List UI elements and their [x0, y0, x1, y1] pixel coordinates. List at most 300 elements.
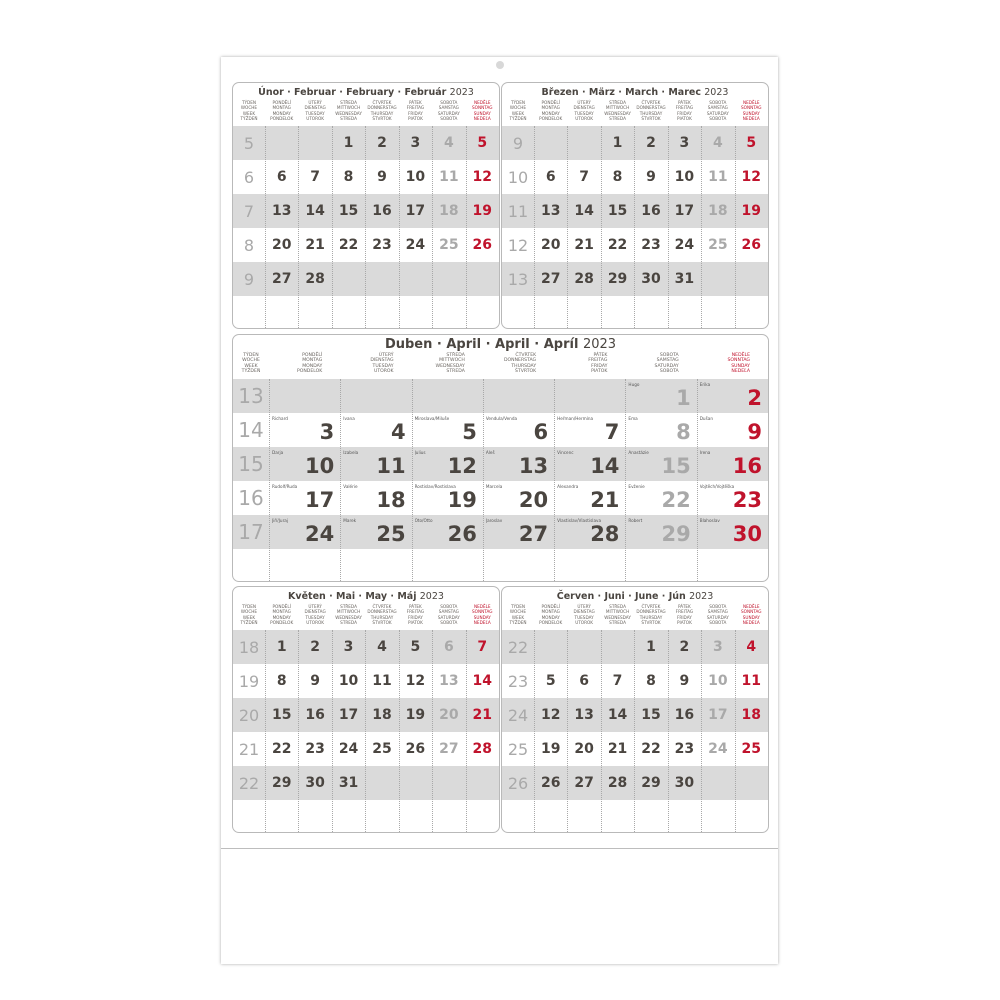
- day-header-line: STŘEDA: [446, 353, 465, 358]
- day-cell[interactable]: 8: [676, 420, 691, 444]
- day-cell[interactable]: 12: [741, 169, 762, 185]
- day-cell[interactable]: 14: [607, 707, 628, 723]
- day-cell[interactable]: [735, 262, 768, 296]
- day-cell[interactable]: 19: [447, 488, 477, 512]
- week-number: 12: [507, 235, 529, 255]
- day-header-line: MITTWOCH: [605, 609, 630, 615]
- day-header-line: TÝŽDEŇ: [241, 369, 261, 375]
- day-header: [668, 100, 701, 126]
- day-header-line: MONDAY: [541, 614, 560, 620]
- day-header-line: FREITAG: [588, 358, 608, 364]
- day-cell[interactable]: 24: [708, 741, 728, 757]
- day-header-line: TÝDEN: [241, 604, 257, 609]
- day-cell[interactable]: 16: [305, 707, 325, 723]
- day-cell[interactable]: 24: [338, 741, 359, 757]
- day-cell[interactable]: 27: [439, 741, 459, 757]
- day-header-line: SONNTAG: [741, 105, 762, 111]
- day-cell[interactable]: 20: [518, 488, 549, 512]
- day-cell[interactable]: 18: [376, 488, 406, 512]
- day-cell[interactable]: 2: [646, 135, 656, 151]
- day-header: [233, 353, 269, 379]
- day-cell[interactable]: 21: [574, 237, 594, 253]
- day-header-line: WEEK: [511, 614, 525, 620]
- day-cell[interactable]: 6: [545, 169, 556, 185]
- day-cell[interactable]: [412, 379, 483, 413]
- day-cell[interactable]: 16: [372, 203, 392, 219]
- day-cell[interactable]: 2: [377, 135, 387, 151]
- day-cell[interactable]: 15: [271, 707, 292, 723]
- day-cell[interactable]: 17: [708, 707, 728, 723]
- day-header-line: DONNERSTAG: [367, 105, 397, 111]
- day-cell[interactable]: 29: [641, 775, 661, 791]
- day-cell[interactable]: 14: [590, 454, 620, 478]
- day-cell[interactable]: 17: [338, 707, 359, 723]
- day-header-line: PONDELOK: [270, 620, 294, 626]
- day-cell[interactable]: 27: [540, 271, 561, 287]
- day-cell[interactable]: 12: [405, 673, 426, 689]
- day-header-line: ČTVRTEK: [641, 604, 661, 609]
- day-cell[interactable]: 22: [661, 488, 691, 512]
- week-number: 21: [238, 739, 260, 759]
- day-cell[interactable]: 23: [372, 237, 392, 253]
- month-title: [233, 591, 499, 602]
- day-cell[interactable]: 25: [708, 237, 728, 253]
- day-cell[interactable]: 26: [741, 237, 762, 253]
- day-header: [483, 353, 554, 379]
- day-header-line: PONDELOK: [539, 620, 563, 626]
- day-cell[interactable]: 11: [708, 169, 728, 185]
- day-cell[interactable]: 9: [310, 673, 320, 689]
- day-cell[interactable]: 5: [746, 135, 757, 151]
- day-cell[interactable]: 13: [540, 203, 561, 219]
- day-header-line: PONDĚLÍ: [302, 353, 323, 358]
- day-cell[interactable]: 19: [540, 741, 561, 757]
- nameday-label: Irena: [699, 450, 711, 455]
- day-cell[interactable]: 14: [472, 673, 493, 689]
- day-cell[interactable]: 4: [443, 135, 454, 151]
- week-row: [233, 549, 768, 582]
- day-cell[interactable]: 20: [540, 237, 561, 253]
- day-header-line: STREDA: [609, 116, 626, 122]
- day-header: [668, 604, 701, 630]
- day-cell[interactable]: 15: [661, 454, 691, 478]
- day-cell[interactable]: 23: [732, 488, 762, 512]
- nameday-label: Alexandra: [557, 484, 579, 489]
- day-cell[interactable]: 6: [579, 673, 589, 689]
- day-cell[interactable]: [432, 262, 465, 296]
- day-cell[interactable]: 17: [305, 488, 335, 512]
- day-cell[interactable]: 28: [590, 522, 620, 546]
- day-header-line: NEDEĽA: [742, 116, 760, 122]
- day-header-line: FREITAG: [406, 609, 425, 615]
- day-header-line: TUESDAY: [574, 110, 594, 116]
- day-cell[interactable]: 8: [612, 169, 623, 185]
- nameday-label: Richard: [272, 416, 288, 421]
- day-header: [466, 604, 499, 630]
- nameday-label: Dušan: [699, 416, 713, 421]
- day-cell[interactable]: [567, 126, 600, 160]
- day-header-line: SATURDAY: [706, 110, 729, 116]
- day-header-line: PÁTEK: [409, 100, 422, 105]
- day-cell[interactable]: [269, 379, 340, 413]
- day-cell[interactable]: [265, 126, 298, 160]
- day-cell[interactable]: 9: [646, 169, 656, 185]
- day-cell[interactable]: 5: [545, 673, 556, 689]
- day-cell[interactable]: 29: [607, 271, 628, 287]
- day-header-line: SUNDAY: [473, 110, 491, 116]
- day-cell[interactable]: [399, 766, 432, 800]
- day-cell[interactable]: 22: [271, 741, 292, 757]
- day-cell[interactable]: 20: [439, 707, 459, 723]
- day-cell[interactable]: 9: [377, 169, 387, 185]
- month-title: [502, 591, 768, 602]
- day-header: [534, 100, 567, 126]
- day-cell[interactable]: 29: [661, 522, 691, 546]
- day-cell[interactable]: 14: [574, 203, 594, 219]
- day-cell[interactable]: 17: [405, 203, 426, 219]
- day-cell[interactable]: 4: [377, 639, 387, 655]
- nameday-label: Valérie: [343, 484, 358, 489]
- day-header-line: SOBOTA: [440, 620, 458, 626]
- day-header-line: SAMSTAG: [438, 609, 459, 615]
- day-cell[interactable]: 24: [674, 237, 695, 253]
- day-header: [365, 604, 398, 630]
- day-cell[interactable]: 18: [439, 203, 459, 219]
- day-cell[interactable]: 12: [447, 454, 477, 478]
- week-number: 19: [238, 671, 260, 691]
- day-cell[interactable]: 26: [472, 237, 493, 253]
- day-cell[interactable]: 10: [674, 169, 695, 185]
- day-cell[interactable]: 12: [472, 169, 493, 185]
- day-header: [567, 604, 600, 630]
- day-header-line: SOBOTA: [440, 100, 458, 105]
- nameday-label: Blahoslav: [699, 518, 720, 523]
- day-header-line: SOBOTA: [709, 116, 727, 122]
- day-cell[interactable]: 13: [439, 673, 459, 689]
- day-cell[interactable]: 25: [741, 741, 762, 757]
- week-number: 16: [238, 486, 264, 510]
- day-cell[interactable]: 28: [607, 775, 628, 791]
- day-header: [399, 100, 432, 126]
- week-number: 17: [238, 520, 264, 544]
- day-header-line: FRIDAY: [677, 110, 692, 116]
- day-header-line: STŘEDA: [609, 604, 626, 609]
- day-cell[interactable]: 5: [410, 639, 421, 655]
- day-header-line: TÝŽDEŇ: [240, 116, 258, 122]
- day-header: [399, 604, 432, 630]
- day-cell[interactable]: 26: [405, 741, 426, 757]
- day-header-line: THURSDAY: [639, 110, 663, 116]
- day-header-line: PONDĚLÍ: [541, 604, 560, 609]
- day-header-line: WEDNESDAY: [335, 110, 362, 116]
- day-cell[interactable]: 15: [607, 203, 628, 219]
- day-header-line: WEDNESDAY: [335, 614, 362, 620]
- nameday-label: Aleš: [485, 450, 495, 455]
- day-cell[interactable]: 28: [574, 271, 594, 287]
- day-cell[interactable]: 25: [372, 741, 392, 757]
- day-header-line: WEEK: [511, 110, 525, 116]
- day-cell[interactable]: 13: [518, 454, 549, 478]
- day-cell[interactable]: 17: [674, 203, 695, 219]
- day-cell[interactable]: 11: [439, 169, 459, 185]
- day-cell[interactable]: [332, 262, 365, 296]
- day-header-line: PIATOK: [407, 620, 423, 626]
- day-cell[interactable]: 1: [612, 135, 623, 151]
- day-cell[interactable]: 21: [472, 707, 493, 723]
- day-cell[interactable]: 10: [305, 454, 335, 478]
- day-header-line: SOBOTA: [440, 604, 458, 609]
- day-cell[interactable]: 23: [305, 741, 325, 757]
- day-cell[interactable]: 20: [271, 237, 292, 253]
- day-cell[interactable]: 10: [405, 169, 426, 185]
- day-cell[interactable]: 12: [540, 707, 561, 723]
- day-cell[interactable]: 2: [747, 386, 762, 410]
- day-cell[interactable]: [554, 379, 625, 413]
- day-cell[interactable]: 9: [679, 673, 690, 689]
- day-cell[interactable]: 28: [305, 271, 325, 287]
- day-cell[interactable]: 16: [674, 707, 695, 723]
- day-header-line: SATURDAY: [654, 363, 679, 369]
- day-header-line: WOCHE: [240, 105, 258, 111]
- day-header-line: PONDELOK: [539, 116, 563, 122]
- day-header: [625, 353, 696, 379]
- day-header-line: ŠTVRTOK: [372, 620, 392, 626]
- day-cell[interactable]: 7: [612, 673, 623, 689]
- day-cell[interactable]: 19: [472, 203, 493, 219]
- day-cell[interactable]: 16: [641, 203, 661, 219]
- day-header: [554, 353, 625, 379]
- day-cell[interactable]: 18: [372, 707, 392, 723]
- day-cell[interactable]: 29: [271, 775, 292, 791]
- day-header-line: SUNDAY: [742, 110, 760, 116]
- day-header: [567, 100, 600, 126]
- day-cell[interactable]: 18: [708, 203, 728, 219]
- day-header-line: WEEK: [244, 363, 258, 369]
- day-cell[interactable]: 10: [338, 673, 359, 689]
- day-header-line: ČTVRTEK: [372, 100, 392, 105]
- day-cell[interactable]: 4: [746, 639, 757, 655]
- day-cell[interactable]: 6: [276, 169, 287, 185]
- nameday-label: Vojtěch/Vojtěška: [699, 484, 735, 489]
- day-header-line: SAMSTAG: [707, 609, 728, 615]
- day-header-line: ČTVRTEK: [641, 100, 661, 105]
- day-header-line: ÚTERÝ: [308, 604, 322, 609]
- day-cell[interactable]: 31: [338, 775, 359, 791]
- day-cell[interactable]: 19: [741, 203, 762, 219]
- day-cell[interactable]: 5: [462, 420, 477, 444]
- day-header-line: UTOROK: [306, 116, 325, 122]
- day-header-line: PIATOK: [407, 116, 423, 122]
- day-header-line: ÚTERÝ: [577, 604, 591, 609]
- day-header-line: TÝDEN: [243, 353, 259, 358]
- month-year: 2023: [582, 337, 617, 352]
- day-header-line: ČTVRTEK: [515, 353, 537, 358]
- day-cell[interactable]: 21: [590, 488, 620, 512]
- day-cell[interactable]: 26: [447, 522, 477, 546]
- day-cell[interactable]: 18: [741, 707, 762, 723]
- day-cell[interactable]: 3: [712, 639, 723, 655]
- day-cell[interactable]: 25: [439, 237, 459, 253]
- day-header-line: DIENSTAG: [304, 609, 326, 615]
- month-year: 2023: [689, 591, 714, 602]
- day-cell[interactable]: [701, 766, 734, 800]
- day-cell[interactable]: 21: [305, 237, 325, 253]
- week-number: 10: [507, 167, 529, 187]
- day-header: [298, 100, 331, 126]
- day-cell[interactable]: 6: [443, 639, 454, 655]
- day-cell[interactable]: 27: [518, 522, 549, 546]
- day-header-line: THURSDAY: [370, 110, 394, 116]
- day-cell[interactable]: 5: [477, 135, 488, 151]
- day-cell[interactable]: 4: [712, 135, 723, 151]
- day-cell[interactable]: [466, 262, 499, 296]
- week-number: 5: [243, 133, 255, 153]
- week-number: 24: [507, 705, 529, 725]
- day-cell[interactable]: 7: [477, 639, 488, 655]
- day-cell[interactable]: [466, 766, 499, 800]
- day-cell[interactable]: 10: [708, 673, 728, 689]
- day-cell[interactable]: 3: [679, 135, 690, 151]
- day-header-line: WEDNESDAY: [604, 614, 631, 620]
- day-header-line: TÝDEN: [510, 604, 526, 609]
- day-cell[interactable]: 11: [376, 454, 406, 478]
- day-cell[interactable]: 7: [604, 420, 620, 444]
- day-header-line: NEDEĽA: [731, 369, 750, 375]
- day-header-line: MONDAY: [272, 110, 291, 116]
- month-name: Duben · April · April · Apríl: [384, 337, 579, 352]
- day-cell[interactable]: 11: [741, 673, 762, 689]
- day-cell[interactable]: 19: [405, 707, 426, 723]
- day-cell[interactable]: 1: [276, 639, 287, 655]
- day-cell[interactable]: [399, 262, 432, 296]
- day-cell[interactable]: 31: [674, 271, 695, 287]
- day-header: [502, 100, 534, 126]
- day-header-line: SOBOTA: [709, 100, 727, 105]
- day-header-line: DIENSTAG: [573, 105, 595, 111]
- day-cell[interactable]: 8: [646, 673, 656, 689]
- day-cell[interactable]: 7: [579, 169, 589, 185]
- day-cell[interactable]: 1: [646, 639, 656, 655]
- day-cell[interactable]: 30: [674, 775, 695, 791]
- day-cell[interactable]: 8: [276, 673, 287, 689]
- day-header: [601, 604, 634, 630]
- day-header: [601, 100, 634, 126]
- day-cell[interactable]: 13: [271, 203, 292, 219]
- day-header: [269, 353, 340, 379]
- week-number: 9: [512, 133, 524, 153]
- week-number: 8: [243, 235, 255, 255]
- month-year: 2023: [449, 87, 474, 98]
- day-cell[interactable]: 22: [641, 741, 661, 757]
- day-cell[interactable]: 1: [676, 386, 691, 410]
- day-cell[interactable]: 2: [310, 639, 320, 655]
- day-cell[interactable]: [340, 379, 411, 413]
- day-cell[interactable]: 3: [319, 420, 335, 444]
- day-cell[interactable]: 27: [574, 775, 594, 791]
- day-cell[interactable]: 13: [574, 707, 594, 723]
- day-cell[interactable]: 3: [343, 639, 354, 655]
- day-cell[interactable]: 4: [390, 420, 406, 444]
- day-cell[interactable]: 30: [641, 271, 661, 287]
- day-cell[interactable]: [701, 262, 734, 296]
- day-header-line: DIENSTAG: [573, 609, 595, 615]
- day-cell[interactable]: 21: [607, 741, 628, 757]
- day-header-line: WEEK: [242, 110, 256, 116]
- day-cell[interactable]: 27: [271, 271, 292, 287]
- day-cell[interactable]: 3: [410, 135, 421, 151]
- day-cell[interactable]: 25: [376, 522, 406, 546]
- day-header-line: MITTWOCH: [605, 105, 630, 111]
- day-cell[interactable]: 1: [343, 135, 354, 151]
- day-cell[interactable]: 26: [540, 775, 561, 791]
- day-cell[interactable]: 9: [747, 420, 762, 444]
- day-header-line: MONTAG: [541, 105, 560, 111]
- day-header-line: TUESDAY: [305, 110, 325, 116]
- nameday-label: Evženie: [628, 484, 645, 489]
- month-title: [233, 337, 768, 352]
- nameday-label: Rudolf/Ruda: [272, 484, 298, 489]
- nameday-label: Robert: [628, 518, 643, 523]
- day-cell[interactable]: 7: [310, 169, 320, 185]
- day-header-line: NEDEĽA: [473, 116, 491, 122]
- day-cell[interactable]: [735, 766, 768, 800]
- day-cell[interactable]: 24: [305, 522, 335, 546]
- day-header-line: TÝŽDEŇ: [509, 620, 527, 626]
- day-cell[interactable]: [601, 630, 634, 664]
- day-cell[interactable]: [365, 262, 398, 296]
- day-header-line: WOCHE: [240, 609, 258, 615]
- day-cell[interactable]: [534, 126, 567, 160]
- day-cell[interactable]: [365, 766, 398, 800]
- day-header-line: WEDNESDAY: [435, 363, 465, 369]
- day-header-line: FRIDAY: [408, 110, 423, 116]
- day-cell[interactable]: 15: [641, 707, 661, 723]
- day-header-line: SOBOTA: [659, 369, 679, 375]
- day-header-line: TUESDAY: [372, 363, 394, 369]
- day-cell[interactable]: [432, 766, 465, 800]
- nameday-label: Heřman/Hermína: [557, 416, 594, 421]
- day-cell[interactable]: 30: [732, 522, 762, 546]
- month-title: [502, 87, 768, 98]
- day-cell[interactable]: 22: [338, 237, 359, 253]
- day-cell[interactable]: 15: [338, 203, 359, 219]
- day-cell[interactable]: 20: [574, 741, 594, 757]
- nameday-label: Marek: [343, 518, 357, 523]
- day-header-line: DONNERSTAG: [636, 105, 666, 111]
- day-cell[interactable]: 24: [405, 237, 426, 253]
- day-header-line: NEDĚLE: [742, 604, 760, 609]
- day-cell[interactable]: 22: [607, 237, 628, 253]
- day-cell[interactable]: 8: [343, 169, 354, 185]
- day-cell[interactable]: 6: [533, 420, 549, 444]
- day-header-line: PONDĚLÍ: [272, 100, 291, 105]
- day-header-line: THURSDAY: [511, 363, 537, 369]
- day-cell[interactable]: 28: [472, 741, 493, 757]
- day-cell[interactable]: [567, 630, 600, 664]
- day-cell[interactable]: 11: [372, 673, 392, 689]
- day-cell[interactable]: [298, 126, 331, 160]
- day-cell[interactable]: 14: [305, 203, 325, 219]
- day-cell[interactable]: [534, 630, 567, 664]
- day-cell[interactable]: 2: [679, 639, 690, 655]
- day-cell[interactable]: 16: [732, 454, 762, 478]
- day-cell[interactable]: [483, 379, 554, 413]
- day-cell[interactable]: 30: [305, 775, 325, 791]
- day-header: [265, 100, 298, 126]
- day-header-line: SONNTAG: [472, 105, 493, 111]
- day-cell[interactable]: 23: [641, 237, 661, 253]
- day-cell[interactable]: 23: [674, 741, 695, 757]
